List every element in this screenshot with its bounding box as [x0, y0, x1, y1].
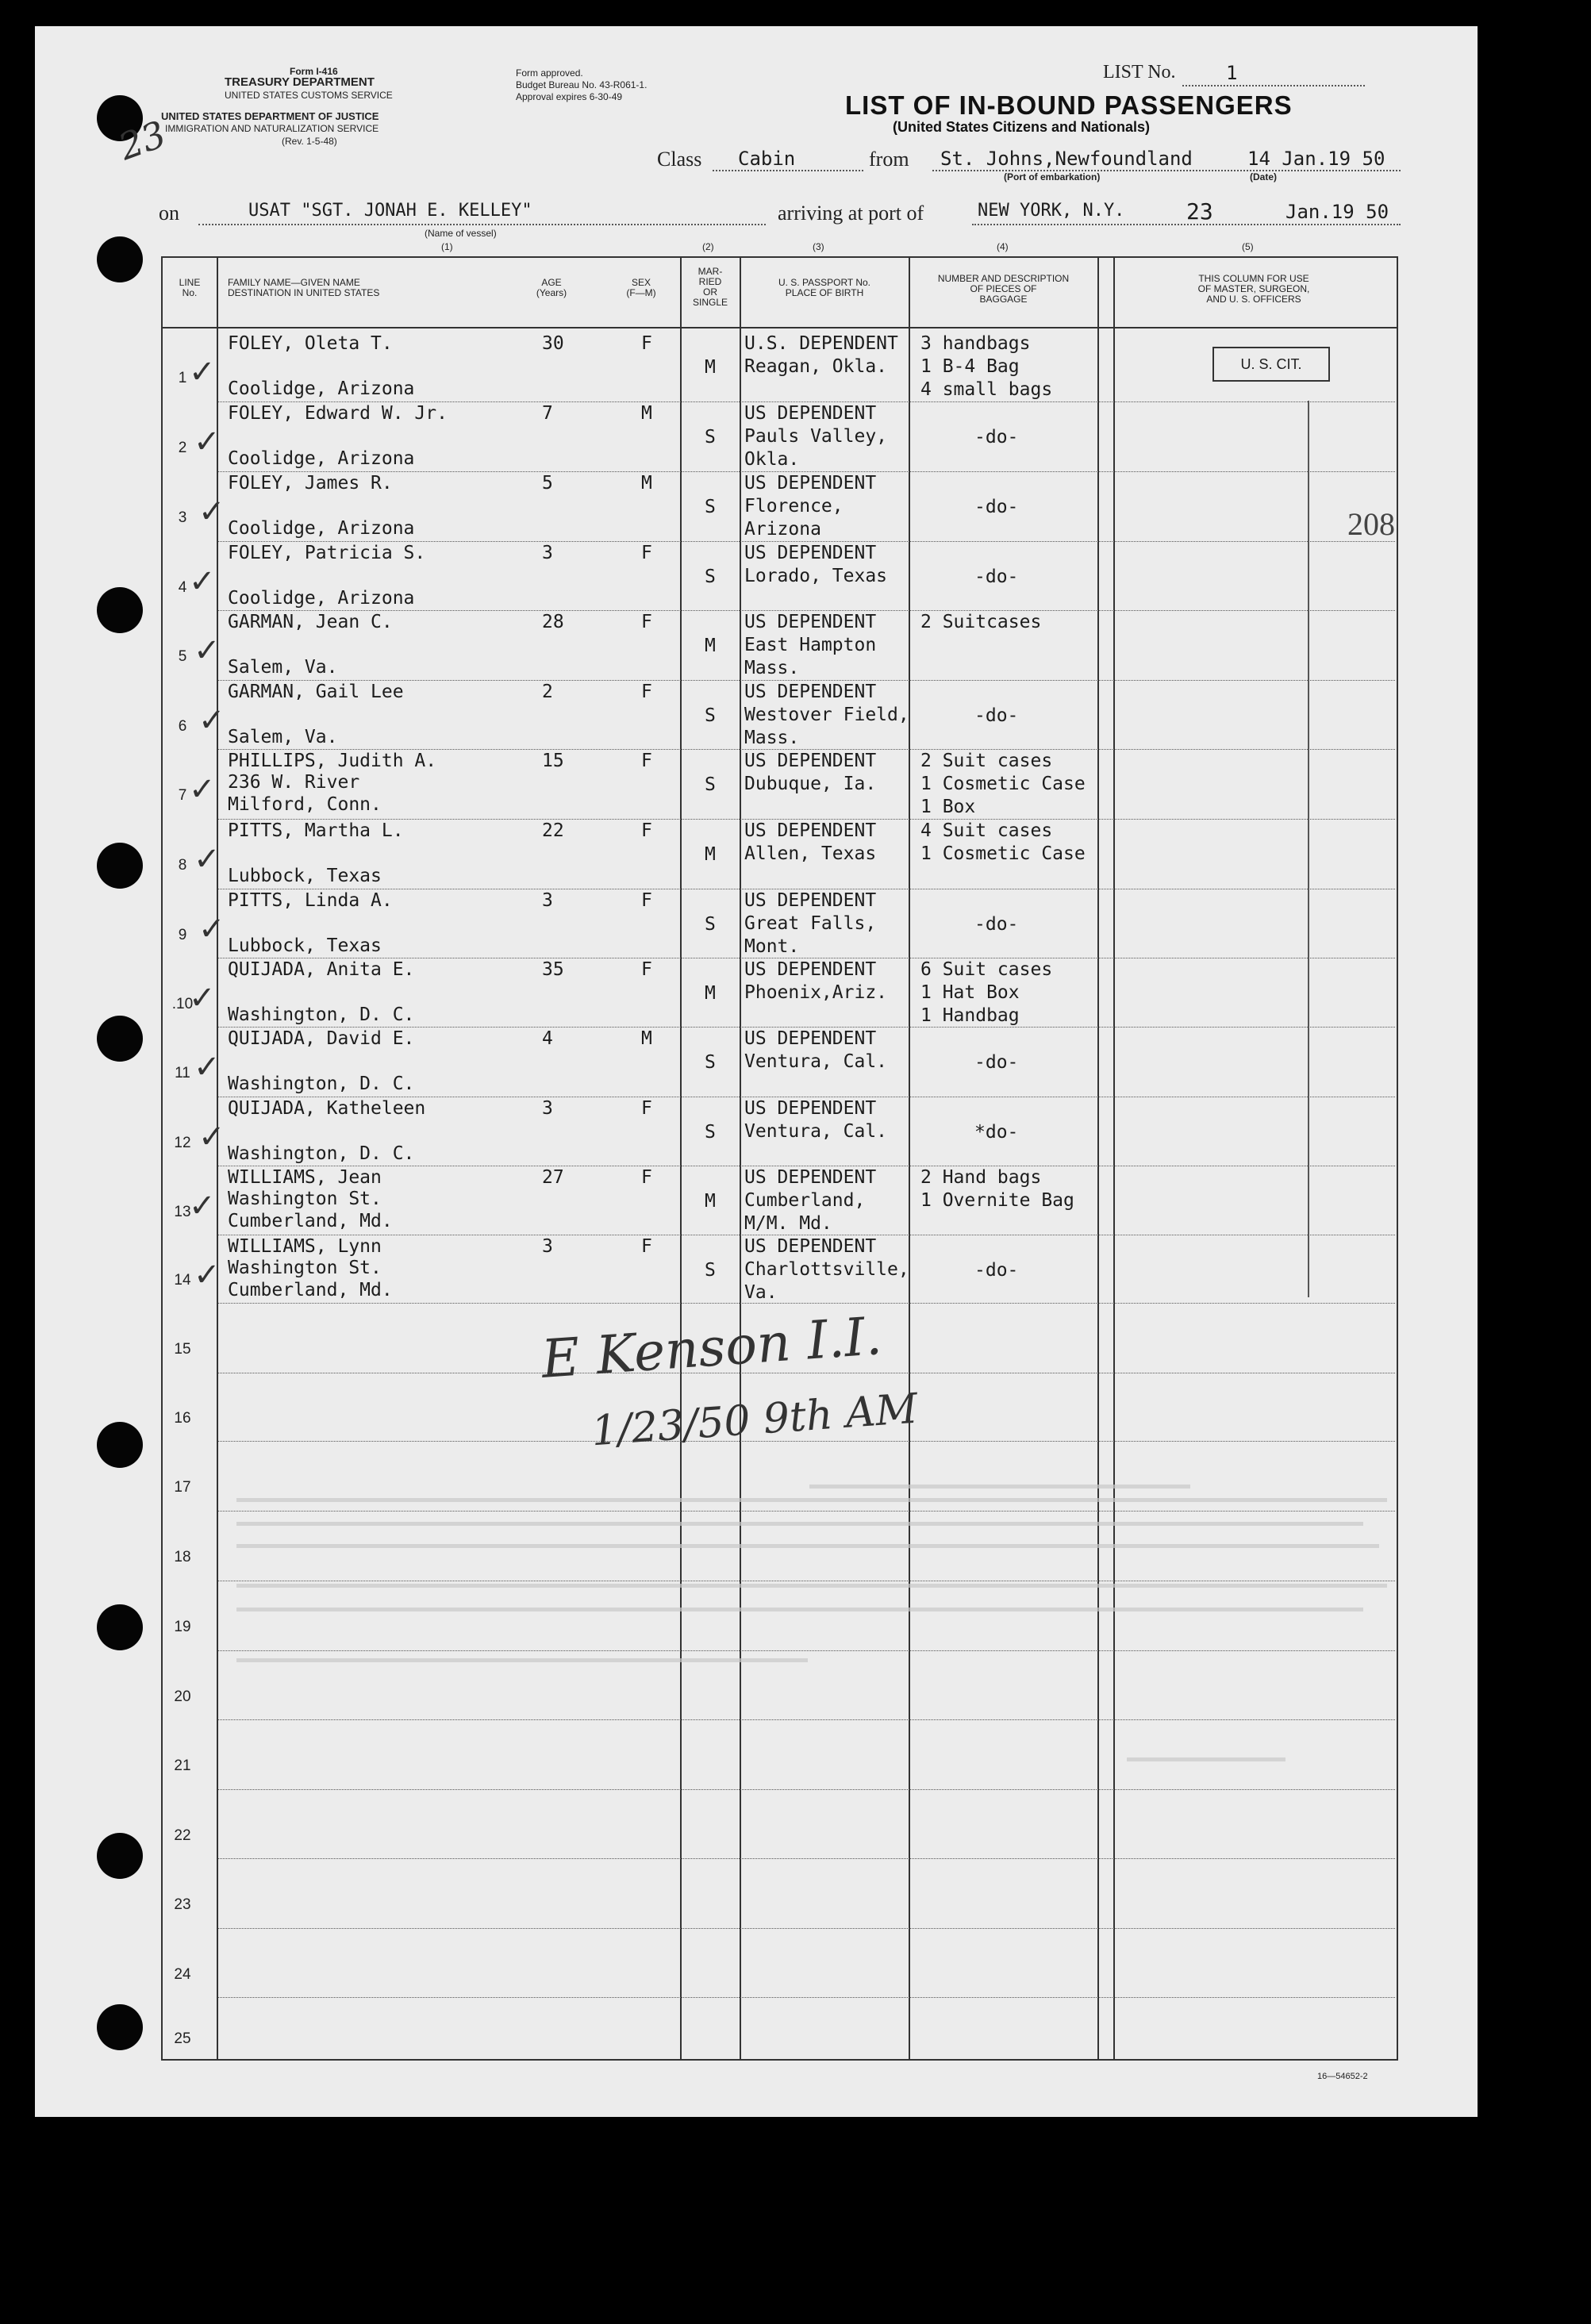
passenger-age: 35 — [542, 959, 564, 980]
passport-birthplace: Charlottsville, — [744, 1259, 909, 1280]
baggage-description: -do- — [974, 705, 1019, 726]
line-number: 13 — [174, 1203, 191, 1220]
vessel-name: USAT "SGT. JONAH E. KELLEY" — [248, 201, 532, 221]
passenger-name: PITTS, Martha L. — [228, 820, 404, 841]
baggage-description: 1 Overnite Bag — [920, 1190, 1074, 1211]
passenger-age: 3 — [542, 1098, 553, 1119]
line-number: 18 — [174, 1549, 191, 1566]
line-number: 14 — [174, 1272, 191, 1289]
marital-status: S — [705, 1122, 716, 1143]
passport-birthplace: US DEPENDENT — [744, 612, 877, 632]
passenger-sex: F — [641, 890, 652, 911]
passport-birthplace: US DEPENDENT — [744, 751, 877, 771]
passenger-sex: M — [641, 473, 652, 494]
bleed-through — [236, 1522, 1363, 1526]
passenger-destination: Washington St. — [228, 1258, 382, 1278]
row-divider — [218, 1511, 1395, 1512]
passenger-age: 30 — [542, 333, 564, 354]
marital-status: S — [705, 914, 716, 935]
row-divider — [218, 1650, 1395, 1651]
row-divider — [218, 1789, 1395, 1790]
checkmark: ✓ — [189, 354, 216, 390]
marital-status: M — [705, 636, 716, 656]
arrival-port: NEW YORK, N.Y. — [978, 201, 1125, 221]
passport-birthplace: US DEPENDENT — [744, 403, 877, 424]
passenger-destination: Coolidge, Arizona — [228, 588, 415, 609]
row-divider — [218, 1997, 1395, 1998]
passport-birthplace: Mont. — [744, 936, 800, 957]
bleed-through — [236, 1584, 1387, 1588]
baggage-description: -do- — [974, 427, 1019, 448]
passenger-destination: Washington, D. C. — [228, 1074, 415, 1094]
bleed-through — [1127, 1757, 1285, 1761]
passenger-destination: Lubbock, Texas — [228, 935, 382, 956]
passport-birthplace: US DEPENDENT — [744, 473, 877, 494]
passport-birthplace: Dubuque, Ia. — [744, 774, 877, 794]
passenger-sex: F — [641, 1167, 652, 1188]
baggage-description: 1 B-4 Bag — [920, 356, 1020, 377]
col-number: (2) — [702, 241, 714, 252]
date-caption: (Date) — [1250, 171, 1278, 182]
header-passport: U. S. PASSPORT No. PLACE OF BIRTH — [778, 277, 871, 298]
line-number: 20 — [174, 1688, 191, 1705]
line-number: 12 — [174, 1134, 191, 1151]
baggage-description: 1 Box — [920, 797, 976, 817]
passport-birthplace: Westover Field, — [744, 705, 909, 725]
passenger-sex: M — [641, 403, 652, 424]
line-number: 1 — [178, 370, 187, 387]
checkmark: ✓ — [198, 494, 225, 530]
passenger-age: 15 — [542, 751, 564, 771]
passenger-sex: F — [641, 612, 652, 632]
baggage-description: -do- — [974, 914, 1019, 935]
line-number: 16 — [174, 1410, 191, 1427]
customs-service: UNITED STATES CUSTOMS SERVICE — [225, 90, 393, 101]
passport-birthplace: Okla. — [744, 449, 800, 470]
signature-date: 1/23/50 9th AM — [590, 1385, 920, 1456]
passenger-sex: F — [641, 959, 652, 980]
passport-birthplace: Florence, — [744, 496, 844, 517]
footer-code: 16—54652-2 — [1317, 2072, 1368, 2081]
header-age: AGE (Years) — [536, 277, 567, 298]
passenger-destination: Milford, Conn. — [228, 794, 382, 815]
checkmark: ✓ — [194, 632, 221, 669]
passenger-sex: F — [641, 543, 652, 563]
passport-birthplace: US DEPENDENT — [744, 890, 877, 911]
baggage-description: -do- — [974, 1260, 1019, 1281]
embarkation-port: St. Johns,Newfoundland — [940, 148, 1193, 170]
passport-birthplace: Phoenix,Ariz. — [744, 982, 888, 1003]
col-number: (3) — [813, 241, 824, 252]
passenger-sex: F — [641, 820, 652, 841]
bleed-through — [809, 1485, 1190, 1489]
passport-birthplace: Lorado, Texas — [744, 566, 888, 586]
passenger-destination: Lubbock, Texas — [228, 866, 382, 886]
port-caption: (Port of embarkation) — [1004, 171, 1101, 182]
passenger-name: GARMAN, Gail Lee — [228, 682, 404, 702]
checkmark: ✓ — [194, 1049, 221, 1085]
passenger-age: 28 — [542, 612, 564, 632]
approval-expires: Approval expires 6-30-49 — [516, 91, 623, 102]
baggage-description: -do- — [974, 497, 1019, 517]
passenger-sex: F — [641, 751, 652, 771]
marital-status: S — [705, 427, 716, 448]
passenger-destination: Coolidge, Arizona — [228, 448, 415, 469]
header-sex: SEX (F—M) — [626, 277, 656, 298]
checkmark: ✓ — [194, 841, 221, 878]
bleed-through — [236, 1544, 1379, 1548]
checkmark: ✓ — [189, 980, 216, 1016]
passenger-sex: M — [641, 1028, 652, 1049]
passenger-age: 27 — [542, 1167, 564, 1188]
ins-service: IMMIGRATION AND NATURALIZATION SERVICE — [165, 123, 379, 134]
budget-bureau: Budget Bureau No. 43-R061-1. — [516, 79, 648, 90]
line-number: 19 — [174, 1619, 191, 1636]
passport-birthplace: Pauls Valley, — [744, 426, 888, 447]
treasury-dept: TREASURY DEPARTMENT — [225, 75, 375, 89]
passenger-destination: Cumberland, Md. — [228, 1280, 393, 1300]
marital-status: M — [705, 983, 716, 1004]
passport-birthplace: Mass. — [744, 658, 800, 678]
passport-birthplace: US DEPENDENT — [744, 543, 877, 563]
passport-birthplace: Great Falls, — [744, 913, 877, 934]
header-line-no: LINE No. — [179, 277, 201, 298]
baggage-description: 1 Cosmetic Case — [920, 843, 1086, 864]
class-value: Cabin — [738, 148, 796, 170]
baggage-description: 3 handbags — [920, 333, 1031, 354]
checkmark: ✓ — [198, 1119, 225, 1155]
passenger-age: 7 — [542, 403, 553, 424]
passport-birthplace: US DEPENDENT — [744, 1028, 877, 1049]
passenger-age: 3 — [542, 890, 553, 911]
baggage-description: -do- — [974, 1052, 1019, 1073]
line-number: 25 — [174, 2030, 191, 2047]
passenger-destination: Washington, D. C. — [228, 1143, 415, 1164]
justice-dept: UNITED STATES DEPARTMENT OF JUSTICE — [161, 110, 379, 122]
marital-status: S — [705, 497, 716, 517]
passenger-age: 2 — [542, 682, 553, 702]
page-title: LIST OF IN-BOUND PASSENGERS — [845, 90, 1293, 120]
passport-birthplace: Ventura, Cal. — [744, 1121, 888, 1142]
checkmark: ✓ — [189, 563, 216, 600]
passport-birthplace: US DEPENDENT — [744, 1236, 877, 1257]
punch-hole — [97, 2004, 143, 2050]
row-divider — [218, 1441, 1395, 1442]
passport-birthplace: Cumberland, — [744, 1190, 866, 1211]
passport-birthplace: US DEPENDENT — [744, 1098, 877, 1119]
header-rule — [163, 327, 1397, 328]
arriving-label: arriving at port of — [778, 202, 924, 225]
punch-hole — [97, 236, 143, 282]
line-number: 3 — [178, 509, 187, 527]
embarkation-date: 14 Jan.19 50 — [1247, 148, 1385, 170]
row-divider — [218, 1719, 1395, 1720]
passenger-sex: F — [641, 682, 652, 702]
line-number: 22 — [174, 1827, 191, 1844]
passenger-sex: F — [641, 333, 652, 354]
passenger-destination: Washington St. — [228, 1189, 382, 1209]
passenger-name: QUIJADA, David E. — [228, 1028, 415, 1049]
inspector-signature: E Kenson I.I. — [539, 1305, 884, 1390]
passenger-age: 3 — [542, 543, 553, 563]
punch-hole — [97, 1833, 143, 1879]
line-number: 6 — [178, 717, 187, 735]
arrival-day: 23 — [1186, 198, 1213, 225]
passport-birthplace: Allen, Texas — [744, 843, 877, 864]
form-number: Form I-416 — [290, 66, 338, 77]
baggage-description: *do- — [974, 1122, 1019, 1143]
punch-hole — [97, 843, 143, 889]
line-number: 23 — [174, 1896, 191, 1914]
line-number: 2 — [178, 440, 187, 457]
passenger-name: QUIJADA, Katheleen — [228, 1098, 426, 1119]
passenger-age: 3 — [542, 1236, 553, 1257]
line-number: .10 — [171, 995, 194, 1012]
header-name: FAMILY NAME—GIVEN NAME DESTINATION IN UNITED STATES — [228, 277, 380, 298]
passport-birthplace: US DEPENDENT — [744, 682, 877, 702]
on-label: on — [159, 202, 179, 225]
baggage-description: 4 small bags — [920, 379, 1053, 400]
passenger-sex: F — [641, 1098, 652, 1119]
marital-status: S — [705, 705, 716, 726]
col-number: (5) — [1242, 241, 1254, 252]
passenger-destination: Salem, Va. — [228, 727, 338, 747]
baggage-description: 2 Suit cases — [920, 751, 1053, 771]
line-number: 21 — [174, 1757, 191, 1775]
bleed-through — [236, 1498, 1387, 1502]
passport-birthplace: US DEPENDENT — [744, 959, 877, 980]
passenger-age: 22 — [542, 820, 564, 841]
baggage-description: 2 Hand bags — [920, 1167, 1042, 1188]
arrival-date: Jan.19 50 — [1285, 201, 1389, 223]
line-number: 17 — [174, 1479, 191, 1496]
passport-birthplace: US DEPENDENT — [744, 820, 877, 841]
line-number: 8 — [178, 857, 187, 874]
checkmark: ✓ — [194, 1257, 221, 1293]
marital-status: S — [705, 1260, 716, 1281]
baggage-description: 4 Suit cases — [920, 820, 1053, 841]
form-revision: (Rev. 1-5-48) — [282, 136, 337, 147]
punch-hole — [97, 1422, 143, 1468]
checkmark: ✓ — [198, 702, 225, 739]
header-officers: THIS COLUMN FOR USE OF MASTER, SURGEON, AND U. S. OFFICERS — [1197, 273, 1310, 305]
baggage-description: 2 Suitcases — [920, 612, 1042, 632]
line-number: 11 — [175, 1065, 190, 1082]
marital-status: M — [705, 844, 716, 865]
marital-status: S — [705, 567, 716, 587]
passenger-age: 4 — [542, 1028, 553, 1049]
from-label: from — [869, 148, 909, 171]
passport-birthplace: Ventura, Cal. — [744, 1051, 888, 1072]
passport-birthplace: Reagan, Okla. — [744, 356, 888, 377]
row-divider — [218, 1928, 1395, 1929]
punch-hole — [97, 1604, 143, 1650]
baggage-description: -do- — [974, 567, 1019, 587]
marital-status: M — [705, 1191, 716, 1212]
corner-mark: 23 — [113, 112, 172, 169]
checkmark: ✓ — [194, 424, 221, 460]
punch-hole — [97, 1016, 143, 1062]
list-no: 1 — [1226, 62, 1238, 84]
passenger-name: FOLEY, Edward W. Jr. — [228, 403, 448, 424]
passenger-name: QUIJADA, Anita E. — [228, 959, 415, 980]
line-number: 24 — [174, 1965, 191, 1983]
punch-hole — [97, 587, 143, 633]
marital-status: S — [705, 774, 716, 795]
passport-birthplace: Va. — [744, 1282, 778, 1303]
passenger-name: WILLIAMS, Jean — [228, 1167, 382, 1188]
form-approved: Form approved. — [516, 67, 583, 79]
passenger-destination: Coolidge, Arizona — [228, 378, 415, 399]
marital-status: S — [705, 1052, 716, 1073]
passenger-name: FOLEY, Oleta T. — [228, 333, 393, 354]
passenger-age: 5 — [542, 473, 553, 494]
passport-birthplace: East Hampton — [744, 635, 877, 655]
baggage-description: 1 Handbag — [920, 1005, 1020, 1026]
baggage-description: 1 Cosmetic Case — [920, 774, 1086, 794]
class-label: Class — [657, 148, 702, 171]
checkmark: ✓ — [189, 771, 216, 808]
line-number: 7 — [178, 787, 187, 805]
baggage-description: 6 Suit cases — [920, 959, 1053, 980]
passenger-destination: Salem, Va. — [228, 657, 338, 678]
passenger-name: PHILLIPS, Judith A. — [228, 751, 437, 771]
line-number: 5 — [178, 648, 187, 666]
list-no-label: LIST No. — [1103, 62, 1176, 83]
baggage-description: 1 Hat Box — [920, 982, 1020, 1003]
marital-status: M — [705, 357, 716, 378]
passport-birthplace: US DEPENDENT — [744, 1167, 877, 1188]
passport-birthplace: Mass. — [744, 728, 800, 748]
bleed-through — [236, 1658, 808, 1662]
passenger-destination: Coolidge, Arizona — [228, 518, 415, 539]
header-married: MAR- RIED OR SINGLE — [692, 266, 728, 308]
checkmark: ✓ — [198, 911, 225, 947]
vessel-caption: (Name of vessel) — [425, 228, 497, 239]
line-number: 9 — [178, 926, 187, 943]
row-divider — [218, 1858, 1395, 1859]
passenger-name: GARMAN, Jean C. — [228, 612, 393, 632]
passenger-destination: 236 W. River — [228, 772, 360, 793]
officer-margin-line — [1308, 401, 1309, 1297]
page-subtitle: (United States Citizens and Nationals) — [893, 119, 1151, 135]
col-number: (4) — [997, 241, 1009, 252]
passenger-name: FOLEY, James R. — [228, 473, 393, 494]
margin-number: 208 — [1347, 506, 1395, 542]
passenger-name: WILLIAMS, Lynn — [228, 1236, 382, 1257]
line-number: 4 — [178, 578, 187, 596]
header-baggage: NUMBER AND DESCRIPTION OF PIECES OF BAGGAGE — [937, 273, 1070, 305]
citizenship-stamp: U. S. CIT. — [1212, 347, 1330, 382]
passport-birthplace: U.S. DEPENDENT — [744, 333, 898, 354]
passenger-name: PITTS, Linda A. — [228, 890, 393, 911]
passenger-sex: F — [641, 1236, 652, 1257]
bleed-through — [236, 1608, 1363, 1611]
row-divider — [218, 1303, 1395, 1304]
col-number: (1) — [441, 241, 453, 252]
passport-birthplace: M/M. Md. — [744, 1213, 832, 1234]
passenger-destination: Cumberland, Md. — [228, 1211, 393, 1231]
checkmark: ✓ — [189, 1188, 216, 1224]
passport-birthplace: Arizona — [744, 519, 821, 540]
passenger-name: FOLEY, Patricia S. — [228, 543, 426, 563]
passenger-destination: Washington, D. C. — [228, 1005, 415, 1025]
line-number: 15 — [174, 1341, 191, 1358]
